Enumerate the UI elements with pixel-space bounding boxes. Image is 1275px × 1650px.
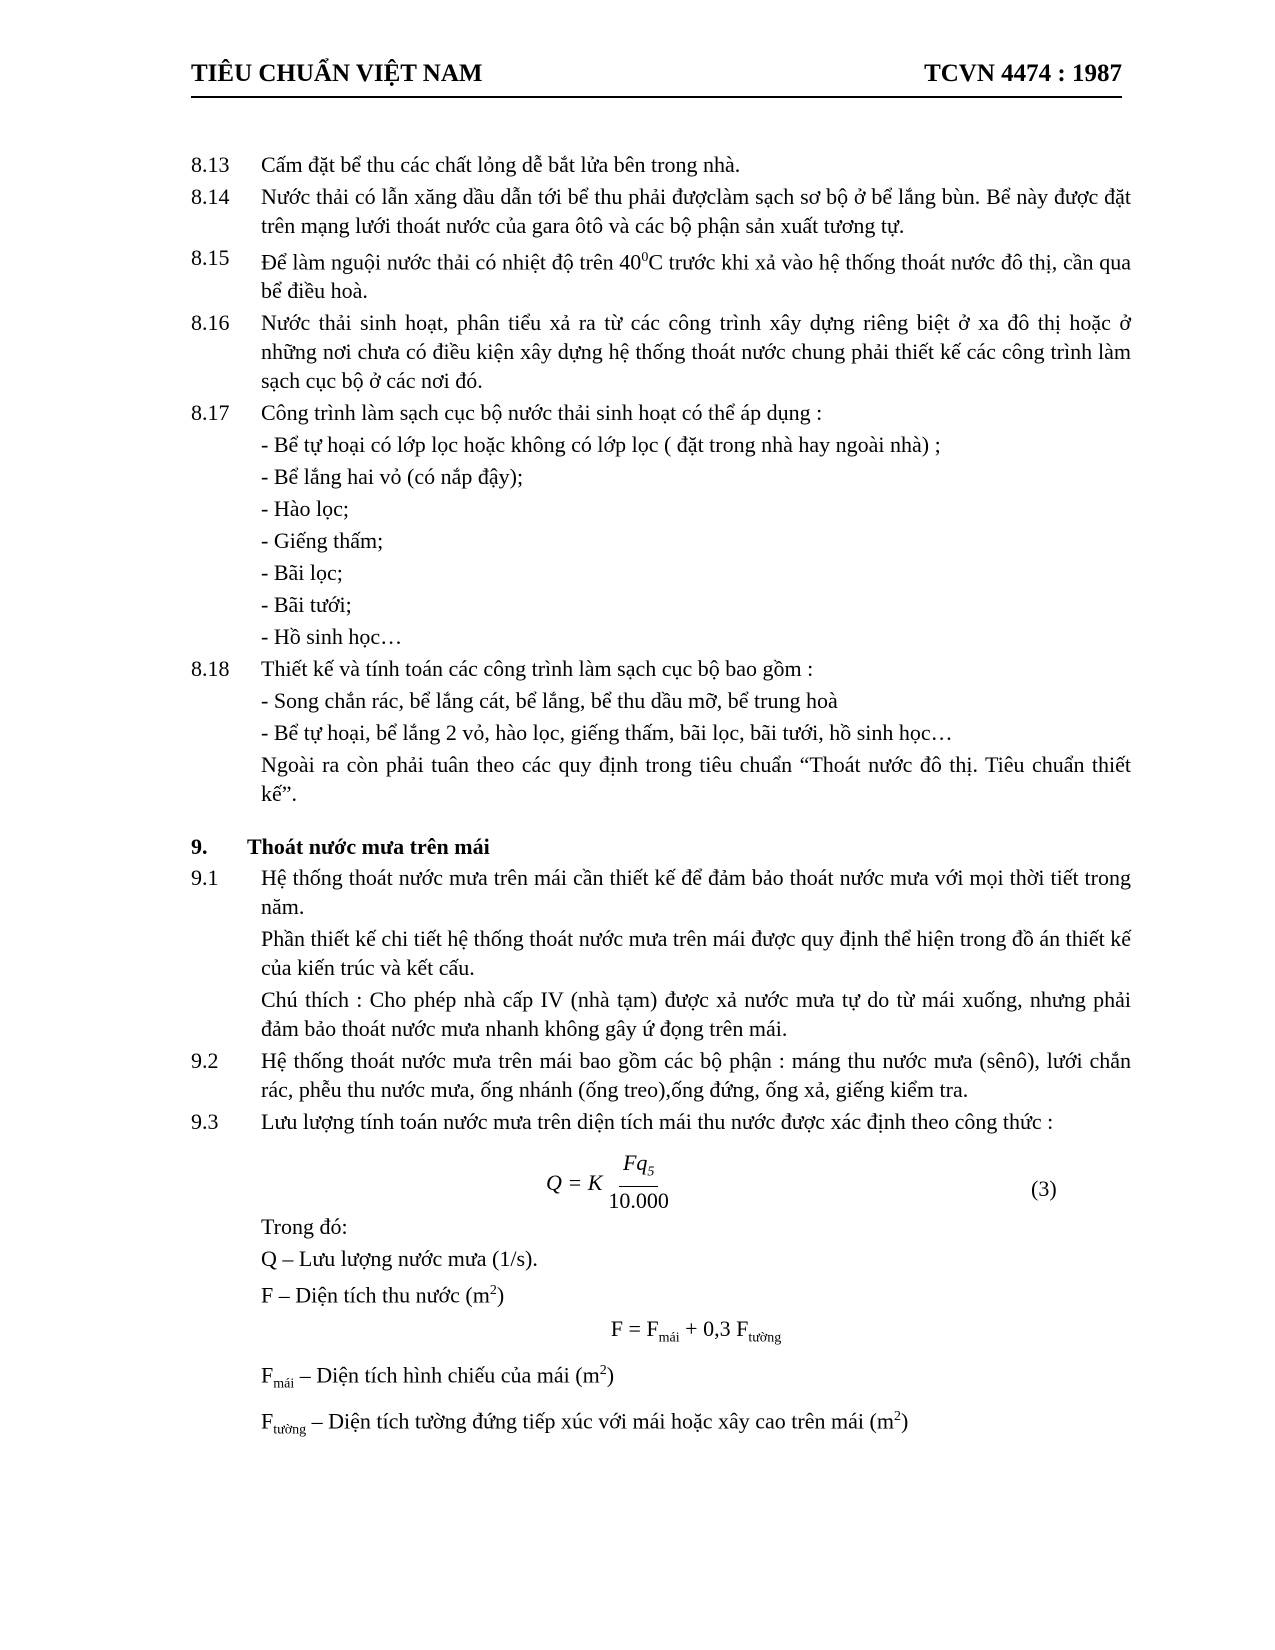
definition-q: Q – Lưu lượng nước mưa (1/s).	[261, 1246, 538, 1272]
formula-3	[191, 1144, 1131, 1212]
clause-text-part: Để làm nguội nước thải có nhiệt độ trên 40	[261, 249, 642, 275]
superscript: 2	[599, 1363, 607, 1379]
clause-text-part: C trước khi xả vào hệ thống thoát nước đô thị, cần qua bể điều hoà.	[261, 249, 1131, 304]
subscript: 5	[647, 1164, 655, 1180]
definition-text: – Diện tích tường đứng tiếp xúc với mái hoặc xây cao trên mái (m	[306, 1408, 894, 1434]
subscript: tường	[748, 1330, 782, 1346]
section-title: Thoát nước mưa trên mái	[247, 834, 490, 860]
list-item: - Bể tự hoại có lớp lọc hoặc không có lớp lọc ( đặt trong nhà hay ngoài nhà) ;	[261, 432, 941, 458]
clause-note: Ngoài ra còn phải tuân theo các quy định trong tiêu chuẩn “Thoát nước đô thị. Tiêu chuẩn thiết kế”.	[261, 752, 1131, 807]
subscript: mái	[658, 1330, 680, 1346]
clause-number: 8.13	[191, 152, 230, 177]
clause-number: 9.3	[191, 1109, 219, 1135]
definition-text: F	[261, 1362, 274, 1388]
where-label: Trong đó:	[261, 1214, 348, 1240]
clause-text: Công trình làm sạch cục bộ nước thải sinh hoạt có thể áp dụng :	[261, 400, 823, 426]
clause-text: Hệ thống thoát nước mưa trên mái bao gồm các bộ phận : máng thu nước mưa (sênô), lưới chắn rác, phễu thu nước mưa, ống nhánh (ống treo),ống đứng, ống xả, giếng kiểm tra.	[261, 1048, 1131, 1103]
clause-9-2	[191, 1046, 1131, 1104]
list-item: - Bể tự hoại, bể lắng 2 vỏ, hào lọc, giếng thấm, bãi lọc, bãi tưới, hồ sinh học…	[261, 720, 953, 746]
clause-number: 9.1	[191, 865, 219, 891]
superscript: 2	[893, 1408, 901, 1424]
list-item: - Hào lọc;	[261, 496, 349, 522]
clause-8-16	[191, 308, 1131, 395]
definition-text: F – Diện tích thu nước (m	[261, 1282, 490, 1308]
definition-text: – Diện tích hình chiếu của mái (m	[294, 1362, 600, 1388]
definition-text: )	[496, 1282, 505, 1308]
fraction-denominator: 10.000	[608, 1187, 669, 1213]
superscript: 2	[489, 1283, 497, 1299]
list-item: - Hồ sinh học…	[261, 624, 403, 650]
numerator-text: Fq	[622, 1150, 648, 1176]
formula-label: (3)	[1031, 1176, 1057, 1202]
list-item: - Bãi lọc;	[261, 560, 343, 586]
clause-note: Chú thích : Cho phép nhà cấp IV (nhà tạm) được xả nước mưa tự do từ mái xuống, nhưng phải đảm bảo thoát nước mưa nhanh không gây ứ đọng trên mái.	[261, 987, 1131, 1042]
definition-ftuong	[191, 1402, 1131, 1445]
clause-number: 8.16	[191, 310, 230, 336]
clause-8-15	[191, 243, 1131, 305]
formula-text: + 0,3 F	[679, 1315, 749, 1341]
clause-8-14	[191, 182, 1131, 240]
formula-text: F = F	[610, 1315, 659, 1341]
formula-lhs: Q = K	[546, 1170, 603, 1196]
clause-number: 9.2	[191, 1048, 219, 1074]
list-item: - Bãi tưới;	[261, 592, 352, 618]
clause-number: 8.18	[191, 656, 230, 682]
fraction-numerator	[619, 1150, 658, 1186]
document-body	[191, 150, 1131, 1447]
clause-paragraph: Phần thiết kế chi tiết hệ thống thoát nước mưa trên mái được quy định thể hiện trong đồ án thiết kế của kiến trúc và kết cấu.	[261, 926, 1131, 981]
page-header	[191, 58, 1122, 98]
list-item: - Song chắn rác, bể lắng cát, bể lắng, bể thu dầu mỡ, bể trung hoà	[261, 688, 838, 714]
clause-8-13	[191, 150, 1131, 179]
clause-text: Lưu lượng tính toán nước mưa trên diện tích mái thu nước được xác định theo công thức :	[261, 1109, 1054, 1135]
clause-text: Nước thải có lẫn xăng dầu dẫn tới bể thu phải đượclàm sạch sơ bộ ở bể lắng bùn. Bể này được đặt trên mạng lưới thoát nước của gara ôtô và các bộ phận sản xuất tương tự.	[261, 184, 1131, 238]
definition-text: )	[900, 1408, 909, 1434]
definition-text: F	[261, 1408, 274, 1434]
formula-fraction	[606, 1150, 671, 1214]
clause-9-1	[191, 863, 1131, 921]
clause-8-18	[191, 654, 1131, 683]
clause-number: 8.17	[191, 400, 230, 426]
clause-number: 8.14	[191, 184, 230, 209]
subscript: tường	[273, 1422, 307, 1438]
formula-f	[191, 1314, 1131, 1352]
clause-number: 8.15	[191, 245, 230, 270]
list-item: - Giếng thấm;	[261, 528, 384, 554]
definition-f	[191, 1276, 1131, 1309]
clause-text: Nước thải sinh hoạt, phân tiểu xả ra từ các công trình xây dựng riêng biệt ở xa đô thị hoặc ở những nơi chưa có điều kiện xây dựng hệ thống thoát nước chung phải thiết kế các công trình làm sạch cục bộ ở các nơi đó.	[261, 310, 1131, 394]
section-number: 9.	[191, 834, 208, 860]
list-item: - Bể lắng hai vỏ (có nắp đậy);	[261, 464, 524, 490]
header-standard-name: TIÊU CHUẨN VIỆT NAM	[191, 60, 483, 87]
definition-fmai	[191, 1356, 1131, 1399]
clause-text: Thiết kế và tính toán các công trình làm sạch cục bộ bao gồm :	[261, 656, 814, 682]
section-heading	[191, 832, 1131, 861]
clause-9-3	[191, 1107, 1131, 1136]
header-standard-code: TCVN 4474 : 1987	[924, 60, 1122, 87]
formula-expression	[546, 1150, 671, 1214]
clause-text: Hệ thống thoát nước mưa trên mái cần thiết kế để đảm bảo thoát nước mưa với mọi thời tiết trong năm.	[261, 865, 1131, 920]
clause-8-17	[191, 398, 1131, 427]
clause-text: Cấm đặt bể thu các chất lỏng dễ bắt lửa bên trong nhà.	[261, 152, 741, 177]
subscript: mái	[273, 1376, 295, 1392]
superscript: 0	[641, 250, 649, 265]
definition-text: )	[606, 1362, 615, 1388]
clause-text	[261, 243, 1131, 305]
